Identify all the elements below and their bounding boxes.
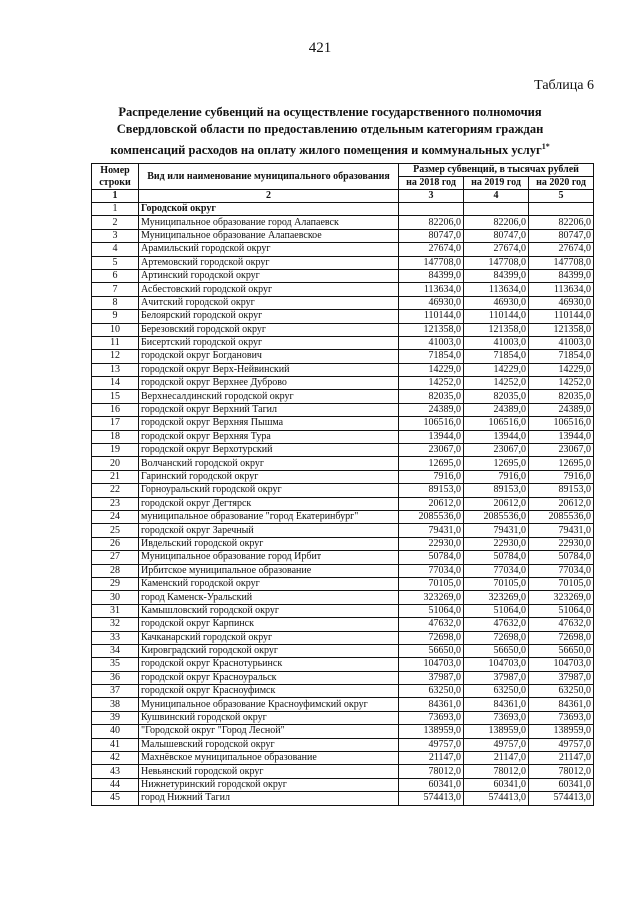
amount-2019-cell: 46930,0 [464,296,529,309]
amount-2018-cell: 89153,0 [399,484,464,497]
amount-2019-cell: 78012,0 [464,765,529,778]
row-number-cell: 16 [92,403,139,416]
amount-2018-cell: 77034,0 [399,564,464,577]
amount-2020-cell: 574413,0 [529,792,594,805]
amount-2020-cell: 72698,0 [529,631,594,644]
row-number-cell: 36 [92,671,139,684]
amount-2019-cell: 323269,0 [464,591,529,604]
page-number: 421 [308,40,332,56]
amount-2019-cell: 21147,0 [464,752,529,765]
header-year-2020: на 2020 год [529,177,594,190]
row-number-cell: 32 [92,618,139,631]
municipality-name-cell: Невьянский городской округ [139,765,399,778]
row-number-cell: 17 [92,417,139,430]
amount-2019-cell: 80747,0 [464,229,529,242]
header-amount: Размер субвенций, в тысячах рублей [399,164,594,177]
municipality-name-cell: город Каменск-Уральский [139,591,399,604]
amount-2018-cell: 78012,0 [399,765,464,778]
municipality-name-cell: муниципальное образование "город Екатеринбург" [139,510,399,523]
amount-2019-cell: 63250,0 [464,685,529,698]
amount-2018-cell: 84399,0 [399,269,464,282]
amount-2019-cell: 104703,0 [464,658,529,671]
municipality-name-cell: "Городской округ "Город Лесной" [139,725,399,738]
amount-2018-cell: 20612,0 [399,497,464,510]
table-row [92,551,594,564]
table-row [92,524,594,537]
row-number-cell: 11 [92,336,139,349]
amount-2019-cell: 2085536,0 [464,510,529,523]
row-number-cell: 33 [92,631,139,644]
municipality-name-cell: Муниципальное образование Алапаевское [139,229,399,242]
municipality-name-cell: Асбестовский городской округ [139,283,399,296]
table-row [92,631,594,644]
amount-2019-cell: 60341,0 [464,778,529,791]
row-number-cell: 2 [92,216,139,229]
amount-2020-cell: 104703,0 [529,658,594,671]
municipality-name-cell: Артинский городской округ [139,269,399,282]
municipality-name-cell: Березовский городской округ [139,323,399,336]
amount-2019-cell: 138959,0 [464,725,529,738]
amount-2018-cell: 73693,0 [399,711,464,724]
amount-2020-cell: 79431,0 [529,524,594,537]
amount-2020-cell: 22930,0 [529,537,594,550]
table-row [92,497,594,510]
amount-2018-cell: 110144,0 [399,310,464,323]
table-row [92,671,594,684]
municipality-name-cell: городской округ Верхняя Тура [139,430,399,443]
municipality-name-cell: Кировградский городской округ [139,644,399,657]
amount-2020-cell: 23067,0 [529,444,594,457]
amount-2020-cell: 113634,0 [529,283,594,296]
amount-2020-cell: 27674,0 [529,243,594,256]
amount-2020-cell [529,203,594,216]
header-municipality-name: Вид или наименование муниципального образования [139,164,399,190]
table-row [92,336,594,349]
row-number-cell: 5 [92,256,139,269]
row-number-cell: 1 [92,203,139,216]
amount-2020-cell: 2085536,0 [529,510,594,523]
amount-2019-cell: 106516,0 [464,417,529,430]
amount-2019-cell: 79431,0 [464,524,529,537]
amount-2020-cell: 47632,0 [529,618,594,631]
table-row [92,484,594,497]
amount-2020-cell: 147708,0 [529,256,594,269]
title-line-1: Распределение субвенций на осуществление государственного полномочия [118,105,542,119]
header-year-2018: на 2018 год [399,177,464,190]
municipality-name-cell: Муниципальное образование город Алапаевск [139,216,399,229]
amount-2019-cell: 70105,0 [464,577,529,590]
amount-2018-cell: 147708,0 [399,256,464,269]
municipality-name-cell: Верхнесалдинский городской округ [139,390,399,403]
amount-2019-cell: 89153,0 [464,484,529,497]
table-row [92,604,594,617]
row-number-cell: 37 [92,685,139,698]
amount-2018-cell: 21147,0 [399,752,464,765]
table-row [92,457,594,470]
table-row [92,283,594,296]
table-row [92,738,594,751]
table-row [92,417,594,430]
amount-2019-cell: 56650,0 [464,644,529,657]
table-row [92,256,594,269]
table-row [92,658,594,671]
amount-2019-cell: 7916,0 [464,470,529,483]
table-row [92,430,594,443]
header-index-5: 5 [529,190,594,203]
table-row [92,591,594,604]
row-number-cell: 44 [92,778,139,791]
amount-2020-cell: 50784,0 [529,551,594,564]
title-line-3-text: компенсаций расходов на оплату жилого помещения и коммунальных услуг [110,143,542,158]
amount-2020-cell: 82035,0 [529,390,594,403]
municipality-name-cell: Малышевский городской округ [139,738,399,751]
row-number-cell: 38 [92,698,139,711]
table-row [92,792,594,805]
amount-2020-cell: 84361,0 [529,698,594,711]
amount-2018-cell: 46930,0 [399,296,464,309]
amount-2020-cell: 84399,0 [529,269,594,282]
amount-2018-cell [399,203,464,216]
amount-2018-cell: 7916,0 [399,470,464,483]
amount-2019-cell: 47632,0 [464,618,529,631]
header-index-row [92,190,594,203]
row-number-cell: 9 [92,310,139,323]
municipality-name-cell: Муниципальное образование Красноуфимский округ [139,698,399,711]
table-row [92,243,594,256]
amount-2019-cell: 84361,0 [464,698,529,711]
row-number-cell: 27 [92,551,139,564]
amount-2020-cell: 20612,0 [529,497,594,510]
row-number-cell: 26 [92,537,139,550]
amount-2019-cell: 574413,0 [464,792,529,805]
amount-2019-cell: 14229,0 [464,363,529,376]
amount-2019-cell [464,203,529,216]
header-row-number: Номер строки [92,164,139,190]
row-number-cell: 23 [92,497,139,510]
amount-2020-cell: 80747,0 [529,229,594,242]
amount-2019-cell: 110144,0 [464,310,529,323]
amount-2020-cell: 60341,0 [529,778,594,791]
table-row [92,564,594,577]
header-index-4: 4 [464,190,529,203]
amount-2020-cell: 73693,0 [529,711,594,724]
municipality-name-cell: городской округ Краснотурьинск [139,658,399,671]
amount-2018-cell: 37987,0 [399,671,464,684]
amount-2020-cell: 14229,0 [529,363,594,376]
row-number-cell: 30 [92,591,139,604]
amount-2018-cell: 24389,0 [399,403,464,416]
amount-2018-cell: 84361,0 [399,698,464,711]
municipality-name-cell: Ачитский городской округ [139,296,399,309]
municipality-name-cell: Городской округ [139,203,399,216]
amount-2018-cell: 113634,0 [399,283,464,296]
municipality-name-cell: городской округ Верхняя Пышма [139,417,399,430]
amount-2018-cell: 49757,0 [399,738,464,751]
subvention-table [91,163,594,806]
amount-2018-cell: 82035,0 [399,390,464,403]
row-number-cell: 31 [92,604,139,617]
row-number-cell: 22 [92,484,139,497]
title-line-2: Свердловской области по предоставлению отдельным категориям граждан [116,122,544,136]
amount-2018-cell: 14252,0 [399,377,464,390]
amount-2019-cell: 77034,0 [464,564,529,577]
municipality-name-cell: Волчанский городской округ [139,457,399,470]
row-number-cell: 29 [92,577,139,590]
municipality-name-cell: Муниципальное образование город Ирбит [139,551,399,564]
table-row [92,310,594,323]
amount-2020-cell: 138959,0 [529,725,594,738]
amount-2020-cell: 12695,0 [529,457,594,470]
amount-2018-cell: 323269,0 [399,591,464,604]
table-body [92,203,594,806]
row-number-cell: 12 [92,350,139,363]
row-number-cell: 35 [92,658,139,671]
row-number-cell: 21 [92,470,139,483]
municipality-name-cell: Бисертский городской округ [139,336,399,349]
table-row [92,685,594,698]
amount-2019-cell: 24389,0 [464,403,529,416]
municipality-name-cell: городской округ Верхотурский [139,444,399,457]
table-row [92,577,594,590]
amount-2020-cell: 37987,0 [529,671,594,684]
table-row [92,269,594,282]
amount-2018-cell: 70105,0 [399,577,464,590]
municipality-name-cell: город Нижний Тагил [139,792,399,805]
table-row [92,765,594,778]
amount-2019-cell: 41003,0 [464,336,529,349]
amount-2020-cell: 323269,0 [529,591,594,604]
row-number-cell: 28 [92,564,139,577]
table-row [92,203,594,216]
amount-2020-cell: 89153,0 [529,484,594,497]
amount-2019-cell: 73693,0 [464,711,529,724]
amount-2018-cell: 51064,0 [399,604,464,617]
municipality-name-cell: городской округ Верхнее Дуброво [139,377,399,390]
municipality-name-cell: городской округ Красноуфимск [139,685,399,698]
amount-2020-cell: 46930,0 [529,296,594,309]
table-row [92,752,594,765]
amount-2019-cell: 82035,0 [464,390,529,403]
table-label: Таблица 6 [534,78,594,93]
title-footnote-mark: 1* [541,142,550,151]
row-number-cell: 20 [92,457,139,470]
municipality-name-cell: Каменский городской округ [139,577,399,590]
amount-2019-cell: 82206,0 [464,216,529,229]
amount-2019-cell: 27674,0 [464,243,529,256]
municipality-name-cell: городской округ Верх-Нейвинский [139,363,399,376]
amount-2018-cell: 574413,0 [399,792,464,805]
amount-2018-cell: 13944,0 [399,430,464,443]
amount-2019-cell: 84399,0 [464,269,529,282]
table-row [92,778,594,791]
header-index-1: 1 [92,190,139,203]
table-row [92,229,594,242]
amount-2019-cell: 71854,0 [464,350,529,363]
table-row [92,377,594,390]
table-row [92,216,594,229]
row-number-cell: 25 [92,524,139,537]
amount-2019-cell: 121358,0 [464,323,529,336]
amount-2018-cell: 14229,0 [399,363,464,376]
amount-2020-cell: 77034,0 [529,564,594,577]
table-row [92,711,594,724]
amount-2018-cell: 104703,0 [399,658,464,671]
amount-2018-cell: 79431,0 [399,524,464,537]
amount-2019-cell: 49757,0 [464,738,529,751]
amount-2019-cell: 12695,0 [464,457,529,470]
amount-2020-cell: 49757,0 [529,738,594,751]
amount-2020-cell: 63250,0 [529,685,594,698]
table-row [92,363,594,376]
amount-2018-cell: 41003,0 [399,336,464,349]
municipality-name-cell: Качканарский городской округ [139,631,399,644]
header-row-1 [92,164,594,177]
amount-2018-cell: 50784,0 [399,551,464,564]
amount-2020-cell: 70105,0 [529,577,594,590]
table-row [92,403,594,416]
amount-2018-cell: 121358,0 [399,323,464,336]
amount-2019-cell: 13944,0 [464,430,529,443]
amount-2020-cell: 82206,0 [529,216,594,229]
amount-2018-cell: 23067,0 [399,444,464,457]
municipality-name-cell: городской округ Карпинск [139,618,399,631]
row-number-cell: 41 [92,738,139,751]
amount-2019-cell: 51064,0 [464,604,529,617]
amount-2020-cell: 71854,0 [529,350,594,363]
row-number-cell: 14 [92,377,139,390]
amount-2020-cell: 51064,0 [529,604,594,617]
municipality-name-cell: Арамильский городской округ [139,243,399,256]
row-number-cell: 24 [92,510,139,523]
municipality-name-cell: Гаринский городской округ [139,470,399,483]
row-number-cell: 15 [92,390,139,403]
table-row [92,618,594,631]
municipality-name-cell: городской округ Верхний Тагил [139,403,399,416]
municipality-name-cell: Нижнетуринский городской округ [139,778,399,791]
municipality-name-cell: Горноуральский городской округ [139,484,399,497]
municipality-name-cell: городской округ Красноуральск [139,671,399,684]
amount-2019-cell: 37987,0 [464,671,529,684]
amount-2018-cell: 2085536,0 [399,510,464,523]
row-number-cell: 19 [92,444,139,457]
amount-2019-cell: 147708,0 [464,256,529,269]
amount-2018-cell: 82206,0 [399,216,464,229]
row-number-cell: 43 [92,765,139,778]
municipality-name-cell: Ирбитское муниципальное образование [139,564,399,577]
amount-2019-cell: 113634,0 [464,283,529,296]
title-line-3 [80,138,580,159]
header-index-3: 3 [399,190,464,203]
amount-2019-cell: 20612,0 [464,497,529,510]
municipality-name-cell: Белоярский городской округ [139,310,399,323]
amount-2020-cell: 78012,0 [529,765,594,778]
row-number-cell: 4 [92,243,139,256]
row-number-cell: 7 [92,283,139,296]
amount-2020-cell: 56650,0 [529,644,594,657]
amount-2018-cell: 47632,0 [399,618,464,631]
amount-2018-cell: 106516,0 [399,417,464,430]
table-row [92,350,594,363]
table-row [92,470,594,483]
document-title [80,104,580,159]
table-row [92,323,594,336]
row-number-cell: 45 [92,792,139,805]
amount-2019-cell: 14252,0 [464,377,529,390]
row-number-cell: 10 [92,323,139,336]
table-row [92,444,594,457]
row-number-cell: 40 [92,725,139,738]
table-row [92,390,594,403]
row-number-cell: 13 [92,363,139,376]
municipality-name-cell: Камышловский городской округ [139,604,399,617]
municipality-name-cell: Кушвинский городской округ [139,711,399,724]
amount-2020-cell: 41003,0 [529,336,594,349]
table-row [92,644,594,657]
amount-2018-cell: 60341,0 [399,778,464,791]
amount-2019-cell: 72698,0 [464,631,529,644]
municipality-name-cell: городской округ Заречный [139,524,399,537]
table-row [92,698,594,711]
row-number-cell: 8 [92,296,139,309]
table-row [92,725,594,738]
amount-2018-cell: 56650,0 [399,644,464,657]
municipality-name-cell: городской округ Дегтярск [139,497,399,510]
municipality-name-cell: Махнёвское муниципальное образование [139,752,399,765]
amount-2020-cell: 7916,0 [529,470,594,483]
municipality-name-cell: Артемовский городской округ [139,256,399,269]
row-number-cell: 42 [92,752,139,765]
amount-2019-cell: 50784,0 [464,551,529,564]
amount-2020-cell: 13944,0 [529,430,594,443]
municipality-name-cell: городской округ Богданович [139,350,399,363]
header-year-2019: на 2019 год [464,177,529,190]
amount-2020-cell: 14252,0 [529,377,594,390]
row-number-cell: 39 [92,711,139,724]
amount-2020-cell: 110144,0 [529,310,594,323]
amount-2018-cell: 71854,0 [399,350,464,363]
row-number-cell: 18 [92,430,139,443]
row-number-cell: 3 [92,229,139,242]
amount-2018-cell: 138959,0 [399,725,464,738]
table-row [92,296,594,309]
amount-2018-cell: 22930,0 [399,537,464,550]
amount-2020-cell: 21147,0 [529,752,594,765]
amount-2020-cell: 24389,0 [529,403,594,416]
table-row [92,537,594,550]
amount-2018-cell: 80747,0 [399,229,464,242]
amount-2019-cell: 22930,0 [464,537,529,550]
amount-2018-cell: 72698,0 [399,631,464,644]
row-number-cell: 6 [92,269,139,282]
header-index-2: 2 [139,190,399,203]
amount-2018-cell: 27674,0 [399,243,464,256]
amount-2018-cell: 12695,0 [399,457,464,470]
amount-2019-cell: 23067,0 [464,444,529,457]
municipality-name-cell: Ивдельский городской округ [139,537,399,550]
table-row [92,510,594,523]
amount-2020-cell: 106516,0 [529,417,594,430]
amount-2020-cell: 121358,0 [529,323,594,336]
amount-2018-cell: 63250,0 [399,685,464,698]
row-number-cell: 34 [92,644,139,657]
